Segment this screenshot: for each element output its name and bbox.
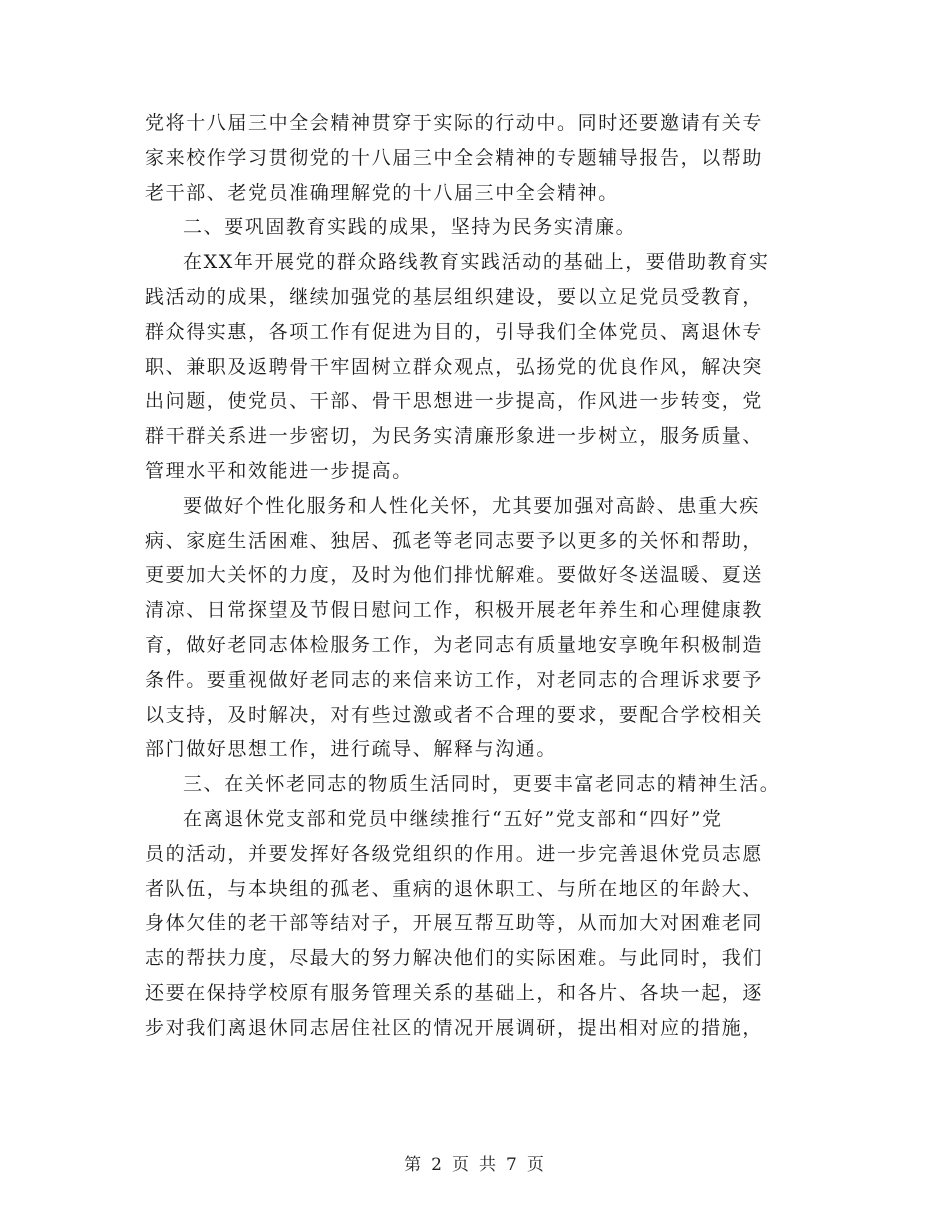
text-line: 身体欠佳的老干部等结对子，开展互帮互助等，从而加大对困难老同	[145, 912, 764, 935]
text-line: 职、兼职及返聘骨干牢固树立群众观点，弘扬党的优良作风，解决突	[145, 355, 764, 378]
footer-total-word: 共	[479, 1155, 498, 1175]
text-line: 党将十八届三中全会精神贯穿于实际的行动中。同时还要邀请有关专	[145, 112, 764, 134]
text-line: 部门做好思想工作，进行疏导、解释与沟通。	[145, 738, 558, 761]
text-line: 更要加大关怀的力度，及时为他们排忧解难。要做好冬送温暖、夏送	[145, 564, 764, 587]
text-line: 要做好个性化服务和人性化关怀，尤其要加强对高龄、患重大疾	[183, 494, 760, 517]
text-line: 清凉、日常探望及节假日慰问工作，积极开展老年养生和心理健康教	[145, 599, 764, 622]
text-line: 三、在关怀老同志的物质生活同时，更要丰富老同志的精神生活。	[183, 773, 781, 796]
text-line: 群众得实惠，各项工作有促进为目的，引导我们全体党员、离退休专	[145, 320, 764, 343]
text-line: 还要在保持学校原有服务管理关系的基础上，和各片、各块一起，逐	[145, 981, 764, 1004]
text-line: 员的活动，并要发挥好各级党组织的作用。进一步完善退休党员志愿	[145, 842, 764, 865]
footer-prefix: 第	[404, 1155, 424, 1175]
text-line: 在离退休党支部和党员中继续推行“五好”党支部和“四好”党	[183, 807, 723, 830]
footer-suffix: 页	[526, 1155, 546, 1175]
footer-total-pages: 7	[506, 1155, 519, 1175]
text-line: 群干群关系进一步密切，为民务实清廉形象进一步树立，服务质量、	[145, 425, 764, 448]
text-line: 家来校作学习贯彻党的十八届三中全会精神的专题辅导报告，以帮助	[145, 146, 764, 169]
text-line: 管理水平和效能进一步提高。	[145, 459, 413, 482]
text-line: 在XX年开展党的群众路线教育实践活动的基础上，要借助教育实	[183, 251, 770, 274]
text-line: 以支持，及时解决，对有些过激或者不合理的要求，要配合学校相关	[145, 703, 764, 726]
text-line: 育，做好老同志体检服务工作，为老同志有质量地安享晚年积极制造	[145, 633, 764, 656]
text-line: 志的帮扶力度，尽最大的努力解决他们的实际困难。与此同时，我们	[145, 947, 764, 970]
text-line: 步对我们离退休同志居住社区的情况开展调研，提出相对应的措施，	[145, 1016, 764, 1039]
text-line: 出问题，使党员、干部、骨干思想进一步提高，作风进一步转变，党	[145, 390, 764, 413]
text-line: 老干部、老党员准确理解党的十八届三中全会精神。	[145, 181, 619, 204]
footer-current-page: 2	[431, 1155, 444, 1175]
text-line: 二、要巩固教育实践的成果，坚持为民务实清廉。	[183, 216, 637, 239]
text-line: 者队伍，与本块组的孤老、重病的退休职工、与所在地区的年龄大、	[145, 877, 764, 900]
text-line: 条件。要重视做好老同志的来信来访工作，对老同志的合理诉求要予	[145, 668, 764, 691]
page-footer	[0, 1150, 950, 1175]
text-line: 践活动的成果，继续加强党的基层组织建设，要以立足党员受教育，	[145, 285, 764, 308]
footer-page-word: 页	[452, 1155, 471, 1175]
text-line: 病、家庭生活困难、独居、孤老等老同志要予以更多的关怀和帮助，	[145, 529, 764, 552]
document-body	[145, 106, 810, 1046]
